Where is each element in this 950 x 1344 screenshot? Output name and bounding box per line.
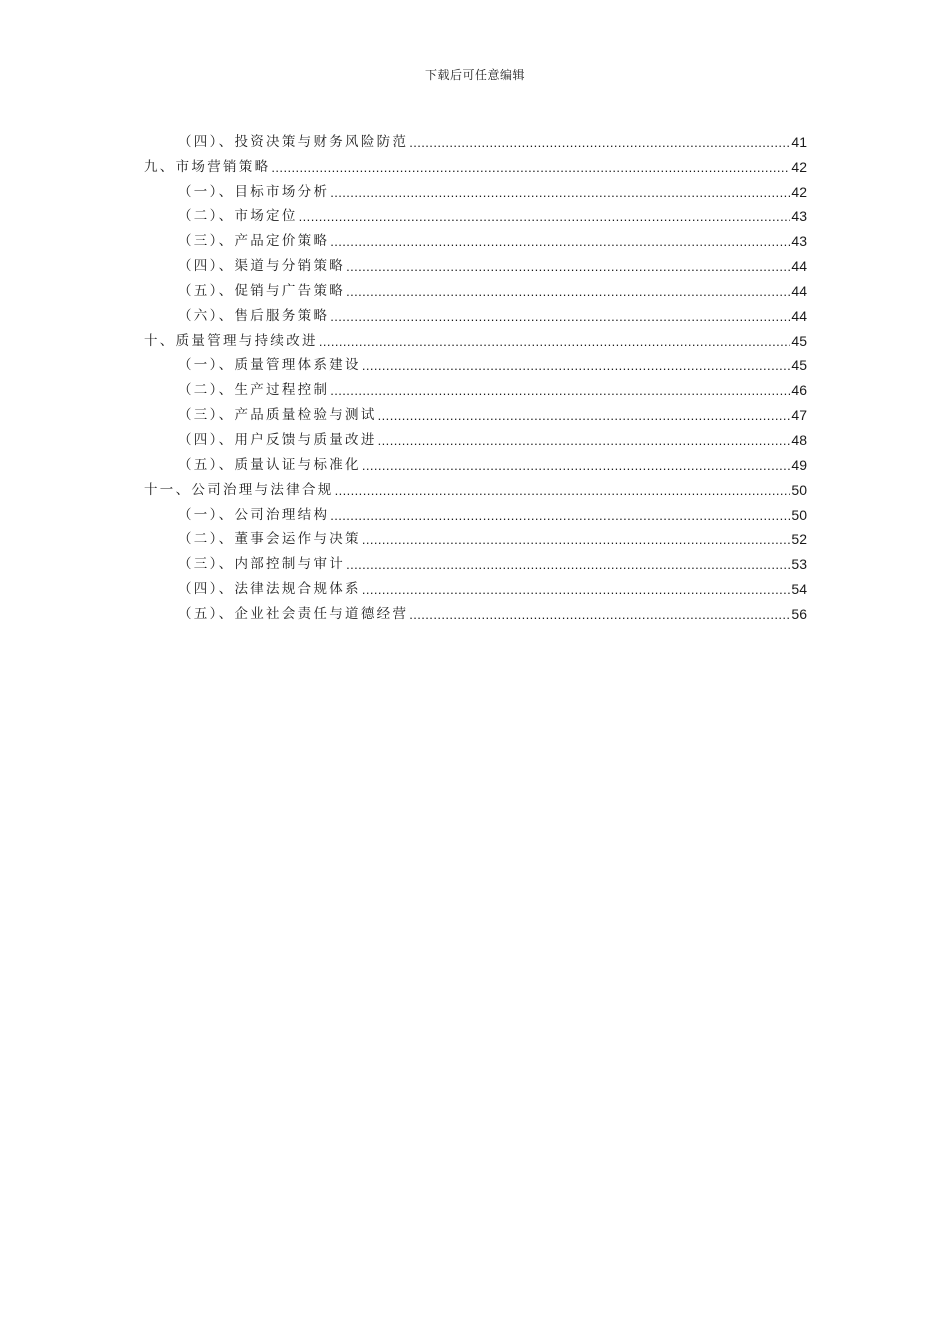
toc-section-entry[interactable] <box>144 449 807 474</box>
toc-dot-leader <box>378 432 791 449</box>
toc-section-entry[interactable] <box>144 524 807 549</box>
toc-entry-page-number: 44 <box>791 307 807 324</box>
toc-entry-page-number: 41 <box>791 133 807 150</box>
toc-section-entry[interactable] <box>144 548 807 573</box>
toc-entry-page-number: 44 <box>791 282 807 299</box>
toc-section-entry[interactable] <box>144 225 807 250</box>
toc-entry-page-number: 42 <box>791 183 807 200</box>
toc-dot-leader <box>362 531 791 548</box>
toc-dot-leader <box>319 333 791 350</box>
toc-section-entry[interactable] <box>144 350 807 375</box>
toc-section-entry[interactable] <box>144 598 807 623</box>
toc-entry-page-number: 50 <box>791 506 807 523</box>
toc-section-entry[interactable] <box>144 250 807 275</box>
toc-entry-page-number: 48 <box>791 431 807 448</box>
toc-entry-title: （四）、法律法规合规体系 <box>178 581 361 598</box>
toc-entry-page-number: 56 <box>791 605 807 622</box>
toc-dot-leader <box>271 159 790 176</box>
toc-dot-leader <box>409 606 790 623</box>
table-of-contents <box>144 126 807 623</box>
toc-entry-title: （一）、目标市场分析 <box>178 183 330 200</box>
toc-section-entry[interactable] <box>144 499 807 524</box>
toc-entry-title: （五）、质量认证与标准化 <box>178 456 361 473</box>
toc-entry-page-number: 44 <box>791 258 807 275</box>
toc-dot-leader <box>362 457 791 474</box>
toc-chapter-entry[interactable] <box>144 325 807 350</box>
toc-dot-leader <box>362 357 791 374</box>
toc-chapter-entry[interactable] <box>144 474 807 499</box>
toc-section-entry[interactable] <box>144 399 807 424</box>
toc-dot-leader <box>378 407 791 424</box>
toc-entry-title: （三）、产品定价策略 <box>178 233 330 250</box>
toc-dot-leader <box>330 382 790 399</box>
toc-entry-page-number: 54 <box>791 581 807 598</box>
toc-entry-title: （五）、企业社会责任与道德经营 <box>178 605 409 622</box>
toc-section-entry[interactable] <box>144 275 807 300</box>
toc-dot-leader <box>346 258 790 275</box>
toc-entry-title: （四）、用户反馈与质量改进 <box>178 431 377 448</box>
toc-entry-title: （一）、公司治理结构 <box>178 506 330 523</box>
toc-dot-leader <box>299 208 791 225</box>
toc-entry-page-number: 49 <box>791 456 807 473</box>
toc-entry-title: 九、市场营销策略 <box>144 158 271 175</box>
toc-entry-title: （二）、生产过程控制 <box>178 382 330 399</box>
toc-entry-page-number: 47 <box>791 407 807 424</box>
toc-dot-leader <box>330 507 790 524</box>
toc-section-entry[interactable] <box>144 573 807 598</box>
toc-dot-leader <box>330 184 790 201</box>
toc-entry-page-number: 52 <box>791 531 807 548</box>
toc-dot-leader <box>362 581 791 598</box>
toc-entry-title: 十一、公司治理与法律合规 <box>144 481 334 498</box>
toc-section-entry[interactable] <box>144 300 807 325</box>
toc-entry-page-number: 53 <box>791 556 807 573</box>
toc-entry-title: （五）、促销与广告策略 <box>178 282 346 299</box>
toc-dot-leader <box>330 233 790 250</box>
toc-entry-page-number: 45 <box>791 332 807 349</box>
toc-entry-title: （一）、质量管理体系建设 <box>178 357 361 374</box>
toc-dot-leader <box>346 283 790 300</box>
toc-entry-page-number: 43 <box>791 208 807 225</box>
toc-dot-leader <box>409 134 790 151</box>
toc-dot-leader <box>335 482 791 499</box>
toc-entry-title: （三）、内部控制与审计 <box>178 556 346 573</box>
page-header: 下载后可任意编辑 <box>424 68 525 82</box>
toc-entry-title: 十、质量管理与持续改进 <box>144 332 318 349</box>
toc-section-entry[interactable] <box>144 176 807 201</box>
toc-entry-page-number: 45 <box>791 357 807 374</box>
toc-entry-title: （四）、渠道与分销策略 <box>178 258 346 275</box>
toc-dot-leader <box>346 556 790 573</box>
toc-entry-title: （二）、市场定位 <box>178 208 298 225</box>
toc-entry-page-number: 46 <box>791 382 807 399</box>
toc-entry-title: （六）、售后服务策略 <box>178 307 330 324</box>
toc-entry-page-number: 42 <box>791 158 807 175</box>
toc-chapter-entry[interactable] <box>144 151 807 176</box>
toc-entry-title: （三）、产品质量检验与测试 <box>178 407 377 424</box>
toc-entry-page-number: 43 <box>791 233 807 250</box>
toc-dot-leader <box>330 308 790 325</box>
toc-section-entry[interactable] <box>144 126 807 151</box>
toc-section-entry[interactable] <box>144 424 807 449</box>
toc-section-entry[interactable] <box>144 201 807 226</box>
toc-section-entry[interactable] <box>144 374 807 399</box>
toc-entry-title: （二）、董事会运作与决策 <box>178 531 361 548</box>
toc-entry-page-number: 50 <box>791 481 807 498</box>
toc-entry-title: （四）、投资决策与财务风险防范 <box>178 133 409 150</box>
